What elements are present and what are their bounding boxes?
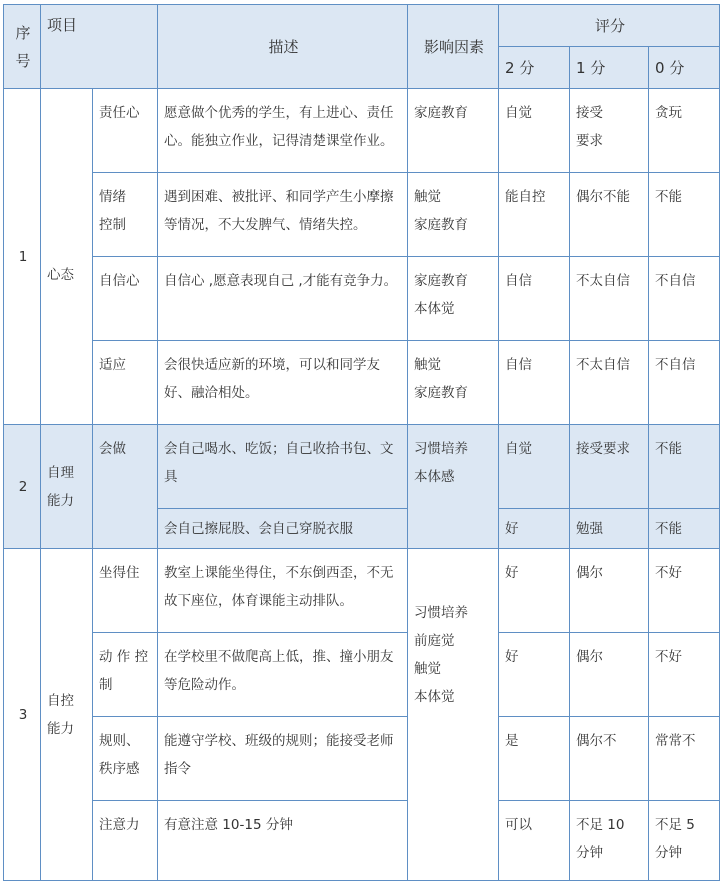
header-score-1: 1 分 <box>570 47 649 89</box>
score-0: 不自信 <box>649 257 720 341</box>
group-number: 1 <box>4 89 41 425</box>
table-row <box>4 341 720 425</box>
score-0: 不足 5 分钟 <box>649 801 720 881</box>
header-item: 项目 <box>41 5 158 89</box>
description: 遇到困难、被批评、和同学产生小摩擦等情况，不大发脾气、情绪失控。 <box>158 173 408 257</box>
description: 自信心 ,愿意表现自己 ,才能有竞争力。 <box>158 257 408 341</box>
header-row <box>4 5 720 47</box>
score-0: 不好 <box>649 549 720 633</box>
score-2: 自觉 <box>499 89 570 173</box>
score-0: 贪玩 <box>649 89 720 173</box>
score-2: 自信 <box>499 341 570 425</box>
factor: 家庭教育 本体觉 <box>408 257 499 341</box>
score-1: 不太自信 <box>570 257 649 341</box>
sub-item: 会做 <box>93 425 158 549</box>
table-row <box>4 549 720 633</box>
table-row <box>4 173 720 257</box>
score-2: 能自控 <box>499 173 570 257</box>
description: 能遵守学校、班级的规则；能接受老师指令 <box>158 717 408 801</box>
score-1: 接受 要求 <box>570 89 649 173</box>
header-score-0: 0 分 <box>649 47 720 89</box>
sub-item: 规则、 秩序感 <box>93 717 158 801</box>
score-1: 不足 10 分钟 <box>570 801 649 881</box>
score-2: 是 <box>499 717 570 801</box>
score-1: 偶尔不能 <box>570 173 649 257</box>
table-row <box>4 425 720 509</box>
sub-item: 自信心 <box>93 257 158 341</box>
description: 会很快适应新的环境，可以和同学友好、融洽相处。 <box>158 341 408 425</box>
group-category: 自控 能力 <box>41 549 93 881</box>
score-0: 不能 <box>649 509 720 549</box>
score-0: 不能 <box>649 425 720 509</box>
score-1: 偶尔不 <box>570 717 649 801</box>
header-score: 评分 <box>499 5 720 47</box>
sub-item: 坐得住 <box>93 549 158 633</box>
sub-item: 动 作 控 制 <box>93 633 158 717</box>
score-0: 不能 <box>649 173 720 257</box>
score-2: 好 <box>499 549 570 633</box>
score-2: 好 <box>499 509 570 549</box>
score-2: 好 <box>499 633 570 717</box>
score-1: 接受要求 <box>570 425 649 509</box>
group-category: 自理 能力 <box>41 425 93 549</box>
header-desc: 描述 <box>158 5 408 89</box>
factor: 触觉 家庭教育 <box>408 341 499 425</box>
description: 有意注意 10-15 分钟 <box>158 801 408 881</box>
group-category: 心态 <box>41 89 93 425</box>
factor: 触觉 家庭教育 <box>408 173 499 257</box>
factor: 习惯培养 本体感 <box>408 425 499 549</box>
score-1: 勉强 <box>570 509 649 549</box>
header-score-2: 2 分 <box>499 47 570 89</box>
factor: 习惯培养 前庭觉 触觉 本体觉 <box>408 549 499 881</box>
table-row <box>4 257 720 341</box>
table-row <box>4 89 720 173</box>
description: 教室上课能坐得住，不东倒西歪，不无故下座位，体育课能主动排队。 <box>158 549 408 633</box>
description: 愿意做个优秀的学生，有上进心、责任心。能独立作业，记得清楚课堂作业。 <box>158 89 408 173</box>
sub-item: 责任心 <box>93 89 158 173</box>
table-row <box>4 717 720 801</box>
table-row <box>4 801 720 881</box>
sub-item: 适应 <box>93 341 158 425</box>
score-2: 可以 <box>499 801 570 881</box>
group-number: 2 <box>4 425 41 549</box>
score-0: 不自信 <box>649 341 720 425</box>
sub-item: 情绪 控制 <box>93 173 158 257</box>
description: 在学校里不做爬高上低，推、撞小朋友等危险动作。 <box>158 633 408 717</box>
header-factor: 影响因素 <box>408 5 499 89</box>
score-0: 常常不 <box>649 717 720 801</box>
score-0: 不好 <box>649 633 720 717</box>
description: 会自己擦屁股、会自己穿脱衣服 <box>158 509 408 549</box>
score-1: 不太自信 <box>570 341 649 425</box>
group-number: 3 <box>4 549 41 881</box>
sub-item: 注意力 <box>93 801 158 881</box>
score-2: 自觉 <box>499 425 570 509</box>
score-1: 偶尔 <box>570 633 649 717</box>
score-2: 自信 <box>499 257 570 341</box>
score-1: 偶尔 <box>570 549 649 633</box>
table-row <box>4 633 720 717</box>
assessment-table <box>3 4 720 881</box>
description: 会自己喝水、吃饭；自己收拾书包、文具 <box>158 425 408 509</box>
header-seq: 序 号 <box>4 5 41 89</box>
factor: 家庭教育 <box>408 89 499 173</box>
